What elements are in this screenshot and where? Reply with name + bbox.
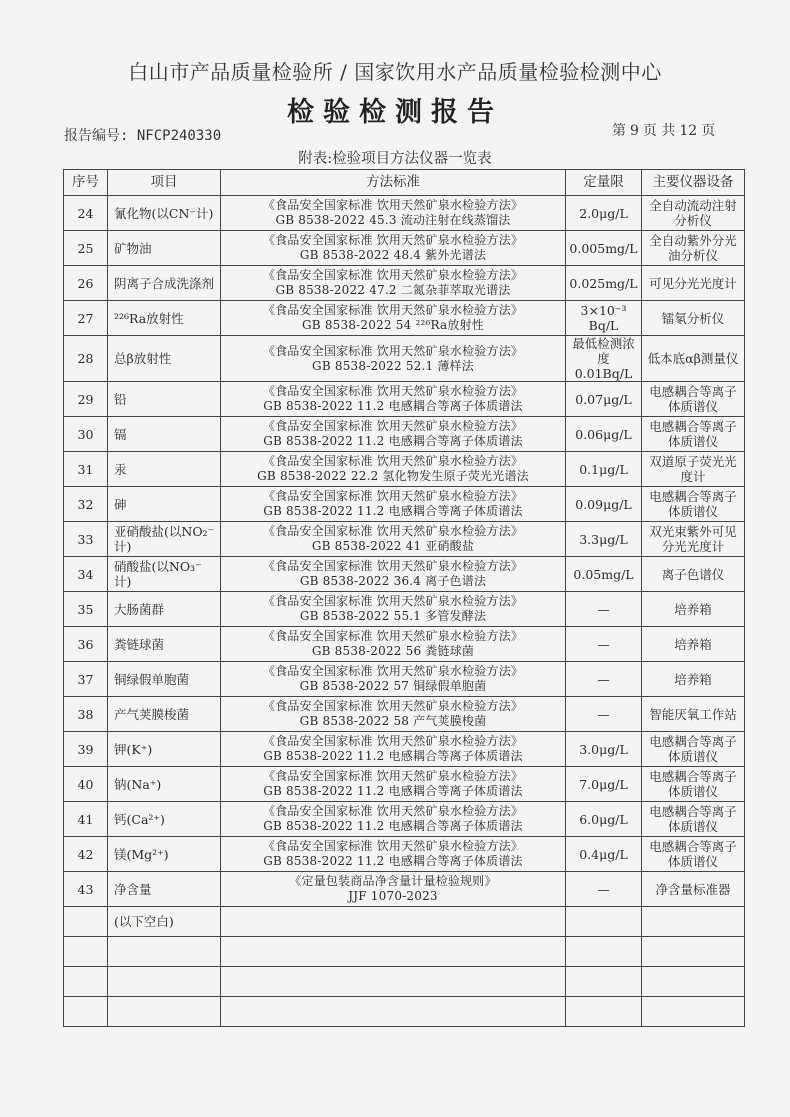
method-standard — [221, 872, 566, 907]
row-number: 25 — [64, 231, 108, 266]
empty-cell — [566, 907, 642, 937]
row-number: 39 — [64, 732, 108, 767]
method-standard-clause: GB 8538-2022 41 亚硝酸盐 — [311, 539, 475, 553]
table-row — [64, 592, 745, 627]
method-standard — [221, 732, 566, 767]
main-equipment: 电感耦合等离子体质谱仪 — [642, 837, 745, 872]
method-standard-name: 《食品安全国家标准 饮用天然矿泉水检验方法》 — [262, 734, 524, 748]
quantitation-limit: 0.025mg/L — [566, 266, 642, 301]
header-equipment: 主要仪器设备 — [642, 170, 745, 196]
method-standard — [221, 417, 566, 452]
table-row-blank — [64, 967, 745, 997]
page-total: 12 — [679, 123, 698, 139]
table-row — [64, 802, 745, 837]
method-standard-name: 《食品安全国家标准 饮用天然矿泉水检验方法》 — [262, 454, 524, 468]
method-standard — [221, 697, 566, 732]
quantitation-limit: 0.06μg/L — [566, 417, 642, 452]
quantitation-limit: — — [566, 592, 642, 627]
row-number: 29 — [64, 382, 108, 417]
method-standard-clause: GB 8538-2022 11.2 电感耦合等离子体质谱法 — [263, 399, 523, 413]
row-number: 30 — [64, 417, 108, 452]
method-standard-clause: GB 8538-2022 22.2 氢化物发生原子荧光光谱法 — [257, 469, 529, 483]
row-number: 38 — [64, 697, 108, 732]
test-item: 氰化物(以CN⁻计) — [108, 196, 221, 231]
quantitation-limit: 最低检测浓度0.01Bq/L — [566, 336, 642, 382]
method-standard-clause: GB 8538-2022 55.1 多管发酵法 — [299, 609, 487, 623]
main-equipment: 镭氡分析仪 — [642, 301, 745, 336]
empty-cell — [221, 937, 566, 967]
quantitation-limit: 0.005mg/L — [566, 231, 642, 266]
empty-cell — [566, 967, 642, 997]
empty-cell — [642, 937, 745, 967]
empty-cell — [64, 907, 108, 937]
quantitation-limit: — — [566, 697, 642, 732]
test-item: 铜绿假单胞菌 — [108, 662, 221, 697]
method-standard-clause: GB 8538-2022 11.2 电感耦合等离子体质谱法 — [263, 819, 523, 833]
row-number: 26 — [64, 266, 108, 301]
method-standard — [221, 662, 566, 697]
table-row — [64, 301, 745, 336]
method-standard — [221, 382, 566, 417]
row-number: 34 — [64, 557, 108, 592]
header-limit: 定量限 — [566, 170, 642, 196]
page-label-mid: 页 共 — [642, 123, 676, 139]
quantitation-limit: 3×10⁻³ Bq/L — [566, 301, 642, 336]
main-equipment: 培养箱 — [642, 592, 745, 627]
report-number: 报告编号: NFCP240330 — [64, 128, 222, 144]
row-number: 37 — [64, 662, 108, 697]
empty-cell — [108, 937, 221, 967]
method-standard-clause: GB 8538-2022 47.2 二氮杂菲萃取光谱法 — [275, 283, 511, 297]
test-item: 硝酸盐(以NO₃⁻计) — [108, 557, 221, 592]
test-item: 砷 — [108, 487, 221, 522]
method-standard-name: 《食品安全国家标准 饮用天然矿泉水检验方法》 — [262, 524, 524, 538]
main-equipment: 全自动紫外分光油分析仪 — [642, 231, 745, 266]
main-equipment: 低本底αβ测量仪 — [642, 336, 745, 382]
empty-cell — [221, 907, 566, 937]
method-standard-clause: JJF 1070-2023 — [348, 889, 438, 903]
method-standard-clause: GB 8538-2022 57 铜绿假单胞菌 — [299, 679, 487, 693]
table-row-blank — [64, 997, 745, 1027]
table-row — [64, 522, 745, 557]
methods-table — [63, 169, 745, 1027]
row-number: 28 — [64, 336, 108, 382]
method-standard — [221, 522, 566, 557]
row-number: 24 — [64, 196, 108, 231]
table-row — [64, 382, 745, 417]
test-item: 粪链球菌 — [108, 627, 221, 662]
method-standard-name: 《定量包装商品净含量计量检验规则》 — [289, 874, 497, 888]
test-item: 钠(Na⁺) — [108, 767, 221, 802]
method-standard-clause: GB 8538-2022 56 粪链球菌 — [311, 644, 475, 658]
empty-cell — [108, 997, 221, 1027]
empty-cell — [64, 937, 108, 967]
page-label-pre: 第 — [612, 123, 626, 139]
method-standard-clause: GB 8538-2022 36.4 离子色谱法 — [299, 574, 487, 588]
table-row — [64, 662, 745, 697]
method-standard-name: 《食品安全国家标准 饮用天然矿泉水检验方法》 — [262, 384, 524, 398]
method-standard-clause: GB 8538-2022 11.2 电感耦合等离子体质谱法 — [263, 749, 523, 763]
header-no: 序号 — [64, 170, 108, 196]
report-title: 检验检测报告 — [287, 97, 503, 128]
empty-cell — [566, 937, 642, 967]
test-item: 阴离子合成洗涤剂 — [108, 266, 221, 301]
table-row — [64, 266, 745, 301]
organization-name: 白山市产品质量检验所 / 国家饮用水产品质量检验检测中心 — [128, 60, 662, 84]
test-item: 镁(Mg²⁺) — [108, 837, 221, 872]
method-standard-name: 《食品安全国家标准 饮用天然矿泉水检验方法》 — [262, 419, 524, 433]
quantitation-limit: 3.0μg/L — [566, 732, 642, 767]
test-item: 总β放射性 — [108, 336, 221, 382]
main-equipment: 净含量标准器 — [642, 872, 745, 907]
quantitation-limit: 0.4μg/L — [566, 837, 642, 872]
method-standard-name: 《食品安全国家标准 饮用天然矿泉水检验方法》 — [262, 198, 524, 212]
main-equipment: 双光束紫外可见分光光度计 — [642, 522, 745, 557]
quantitation-limit: 0.07μg/L — [566, 382, 642, 417]
table-row — [64, 732, 745, 767]
method-standard — [221, 196, 566, 231]
method-standard — [221, 802, 566, 837]
empty-cell — [642, 907, 745, 937]
method-standard-name: 《食品安全国家标准 饮用天然矿泉水检验方法》 — [262, 233, 524, 247]
main-equipment: 电感耦合等离子体质谱仪 — [642, 382, 745, 417]
row-number: 40 — [64, 767, 108, 802]
method-standard — [221, 231, 566, 266]
method-standard-clause: GB 8538-2022 11.2 电感耦合等离子体质谱法 — [263, 854, 523, 868]
row-number: 35 — [64, 592, 108, 627]
row-number: 42 — [64, 837, 108, 872]
test-item: 产气荚膜梭菌 — [108, 697, 221, 732]
table-row — [64, 697, 745, 732]
test-item: 汞 — [108, 452, 221, 487]
table-row-end-note — [64, 907, 745, 937]
main-equipment: 可见分光光度计 — [642, 266, 745, 301]
table-row — [64, 417, 745, 452]
table-row — [64, 627, 745, 662]
method-standard-name: 《食品安全国家标准 饮用天然矿泉水检验方法》 — [262, 629, 524, 643]
table-caption: 附表:检验项目方法仪器一览表 — [298, 151, 492, 167]
header-item: 项目 — [108, 170, 221, 196]
method-standard-name: 《食品安全国家标准 饮用天然矿泉水检验方法》 — [262, 699, 524, 713]
main-equipment: 智能厌氧工作站 — [642, 697, 745, 732]
method-standard-name: 《食品安全国家标准 饮用天然矿泉水检验方法》 — [262, 594, 524, 608]
empty-cell — [64, 997, 108, 1027]
method-standard — [221, 336, 566, 382]
quantitation-limit: 7.0μg/L — [566, 767, 642, 802]
empty-cell — [221, 997, 566, 1027]
test-item: 矿物油 — [108, 231, 221, 266]
table-row — [64, 767, 745, 802]
row-number: 43 — [64, 872, 108, 907]
empty-cell — [108, 967, 221, 997]
empty-cell — [642, 997, 745, 1027]
test-item: ²²⁶Ra放射性 — [108, 301, 221, 336]
quantitation-limit: 0.09μg/L — [566, 487, 642, 522]
empty-cell — [566, 997, 642, 1027]
quantitation-limit: 0.1μg/L — [566, 452, 642, 487]
table-row-blank — [64, 937, 745, 967]
method-standard-clause: GB 8538-2022 45.3 流动注射在线蒸馏法 — [275, 213, 511, 227]
method-standard-clause: GB 8538-2022 54 ²²⁶Ra放射性 — [302, 318, 484, 332]
table-row — [64, 837, 745, 872]
main-equipment: 电感耦合等离子体质谱仪 — [642, 487, 745, 522]
row-number: 31 — [64, 452, 108, 487]
method-standard — [221, 301, 566, 336]
empty-cell — [64, 967, 108, 997]
method-standard-clause: GB 8538-2022 11.2 电感耦合等离子体质谱法 — [263, 504, 523, 518]
method-standard-clause: GB 8538-2022 52.1 薄样法 — [312, 358, 474, 373]
method-standard — [221, 627, 566, 662]
test-item: 钙(Ca²⁺) — [108, 802, 221, 837]
main-equipment: 离子色谱仪 — [642, 557, 745, 592]
test-item: 大肠菌群 — [108, 592, 221, 627]
row-number: 32 — [64, 487, 108, 522]
method-standard — [221, 487, 566, 522]
quantitation-limit: — — [566, 662, 642, 697]
table-body — [64, 196, 745, 1027]
method-standard-name: 《食品安全国家标准 饮用天然矿泉水检验方法》 — [262, 839, 524, 853]
page-indicator — [610, 120, 717, 140]
row-number: 36 — [64, 627, 108, 662]
table-row — [64, 452, 745, 487]
test-item: 镉 — [108, 417, 221, 452]
method-standard-name: 《食品安全国家标准 饮用天然矿泉水检验方法》 — [262, 769, 524, 783]
empty-cell — [221, 967, 566, 997]
quantitation-limit: 2.0μg/L — [566, 196, 642, 231]
method-standard-clause: GB 8538-2022 11.2 电感耦合等离子体质谱法 — [263, 784, 523, 798]
method-standard — [221, 592, 566, 627]
test-item: 铅 — [108, 382, 221, 417]
quantitation-limit: — — [566, 627, 642, 662]
table-header-row — [64, 170, 745, 196]
page-number: 9 — [630, 123, 639, 139]
method-standard-name: 《食品安全国家标准 饮用天然矿泉水检验方法》 — [262, 268, 524, 282]
test-item: 净含量 — [108, 872, 221, 907]
method-standard — [221, 452, 566, 487]
empty-cell — [642, 967, 745, 997]
quantitation-limit: — — [566, 872, 642, 907]
method-standard-clause: GB 8538-2022 11.2 电感耦合等离子体质谱法 — [263, 434, 523, 448]
method-standard-name: 《食品安全国家标准 饮用天然矿泉水检验方法》 — [262, 559, 524, 573]
header-method: 方法标准 — [221, 170, 566, 196]
table-row — [64, 487, 745, 522]
row-number: 41 — [64, 802, 108, 837]
table-row — [64, 231, 745, 266]
quantitation-limit: 3.3μg/L — [566, 522, 642, 557]
main-equipment: 电感耦合等离子体质谱仪 — [642, 767, 745, 802]
main-equipment: 全自动流动注射分析仪 — [642, 196, 745, 231]
table-row — [64, 196, 745, 231]
test-item: 钾(K⁺) — [108, 732, 221, 767]
row-number: 27 — [64, 301, 108, 336]
main-equipment: 培养箱 — [642, 662, 745, 697]
method-standard-clause: GB 8538-2022 48.4 紫外光谱法 — [299, 248, 487, 262]
method-standard-name: 《食品安全国家标准 饮用天然矿泉水检验方法》 — [262, 664, 524, 678]
main-equipment: 培养箱 — [642, 627, 745, 662]
main-equipment: 电感耦合等离子体质谱仪 — [642, 732, 745, 767]
end-note: (以下空白) — [108, 907, 221, 937]
quantitation-limit: 0.05mg/L — [566, 557, 642, 592]
test-item: 亚硝酸盐(以NO₂⁻计) — [108, 522, 221, 557]
table-row — [64, 557, 745, 592]
main-equipment: 双道原子荧光光度计 — [642, 452, 745, 487]
method-standard-name: 《食品安全国家标准 饮用天然矿泉水检验方法》 — [262, 343, 524, 358]
method-standard — [221, 767, 566, 802]
table-row — [64, 872, 745, 907]
method-standard — [221, 837, 566, 872]
method-standard-name: 《食品安全国家标准 饮用天然矿泉水检验方法》 — [262, 804, 524, 818]
quantitation-limit: 6.0μg/L — [566, 802, 642, 837]
method-standard-name: 《食品安全国家标准 饮用天然矿泉水检验方法》 — [262, 303, 524, 317]
method-standard-clause: GB 8538-2022 58 产气荚膜梭菌 — [299, 714, 487, 728]
method-standard-name: 《食品安全国家标准 饮用天然矿泉水检验方法》 — [262, 489, 524, 503]
method-standard — [221, 266, 566, 301]
table-row — [64, 336, 745, 382]
page-label-post: 页 — [701, 123, 716, 139]
row-number: 33 — [64, 522, 108, 557]
main-equipment: 电感耦合等离子体质谱仪 — [642, 417, 745, 452]
method-standard — [221, 557, 566, 592]
main-equipment: 电感耦合等离子体质谱仪 — [642, 802, 745, 837]
